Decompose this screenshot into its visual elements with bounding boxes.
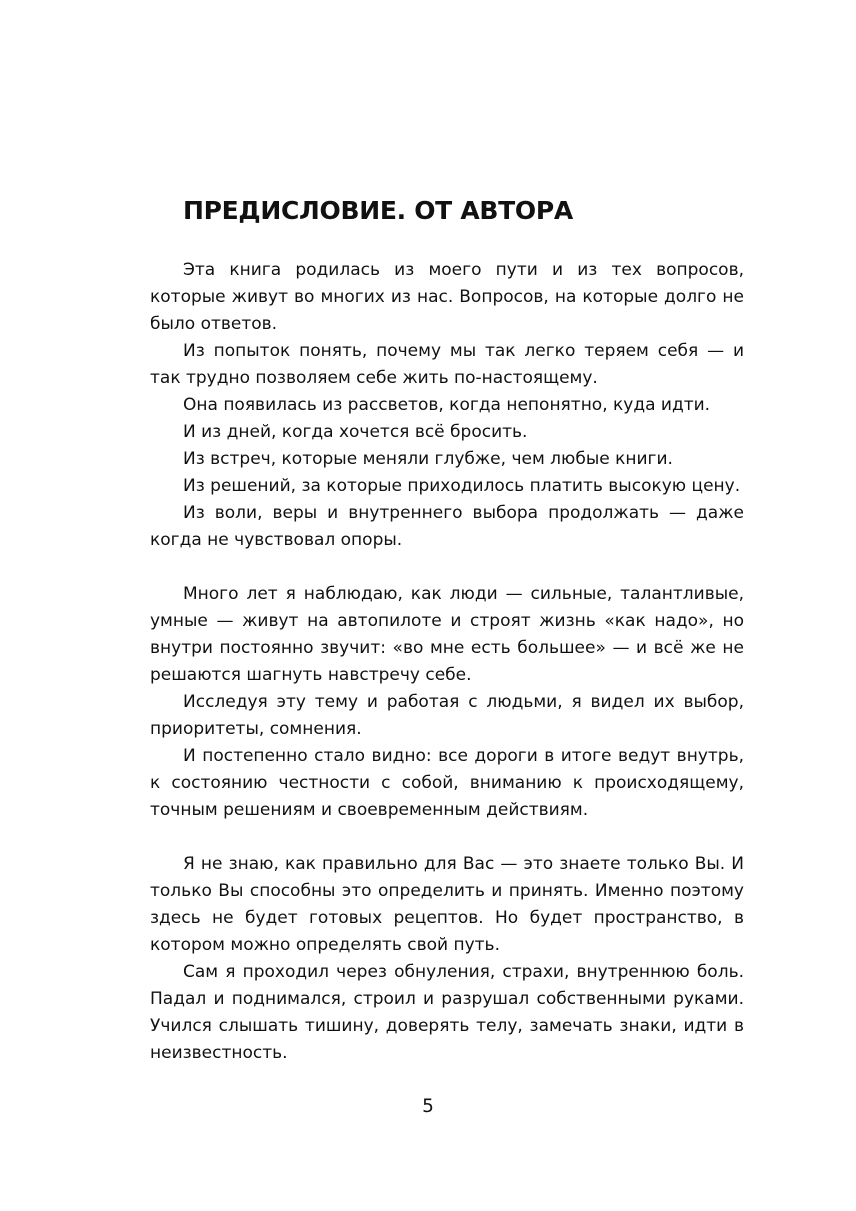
paragraph: Из воли, веры и внутреннего выбора продолжать — даже когда не чувствовал опоры. xyxy=(150,503,744,550)
section-spacer xyxy=(150,554,744,581)
page-title: ПРЕДИСЛОВИЕ. ОТ АВТОРА xyxy=(183,196,573,225)
paragraph: Из попыток понять, почему мы так легко теряем себя — и так трудно позволяем себе жить по-настоящему. xyxy=(150,341,744,388)
body-text xyxy=(150,257,744,1067)
paragraph: Исследуя эту тему и работая с людьми, я видел их выбор, приоритеты, сомнения. xyxy=(150,692,744,739)
page-number: 5 xyxy=(422,1096,434,1117)
paragraph: И постепенно стало видно: все дороги в итоге ведут внутрь, к состоянию честности с собой, вниманию к происходящему, точным решениям и своевременным действиям. xyxy=(150,746,744,820)
paragraph: Много лет я наблюдаю, как люди — сильные, талантливые, умные — живут на автопилоте и строят жизнь «как надо», но внутри постоянно звучит: «во мне есть большее» — и всё же не решаются шагнуть навстречу себе. xyxy=(150,584,744,685)
paragraph: Эта книга родилась из моего пути и из тех вопросов, которые живут во многих из нас. Вопросов, на которые долго не было ответов. xyxy=(150,260,744,334)
section-spacer xyxy=(150,824,744,851)
paragraph: Из решений, за которые приходилось платить высокую цену. xyxy=(183,476,741,496)
paragraph: Я не знаю, как правильно для Вас — это знаете только Вы. И только Вы способны это определить и принять. Именно поэтому здесь не будет готовых рецептов. Но будет пространство, в котором можно определять свой путь. xyxy=(150,854,744,955)
paragraph: Сам я проходил через обнуления, страхи, внутреннюю боль. Падал и поднимался, строил и разрушал собственными руками. Учился слышать тишину, доверять телу, замечать знаки, идти в неизвестность. xyxy=(150,962,744,1063)
paragraph: Она появилась из рассветов, когда непонятно, куда идти. xyxy=(183,395,711,415)
paragraph: И из дней, когда хочется всё бросить. xyxy=(183,422,528,442)
paragraph: Из встреч, которые меняли глубже, чем любые книги. xyxy=(183,449,673,469)
